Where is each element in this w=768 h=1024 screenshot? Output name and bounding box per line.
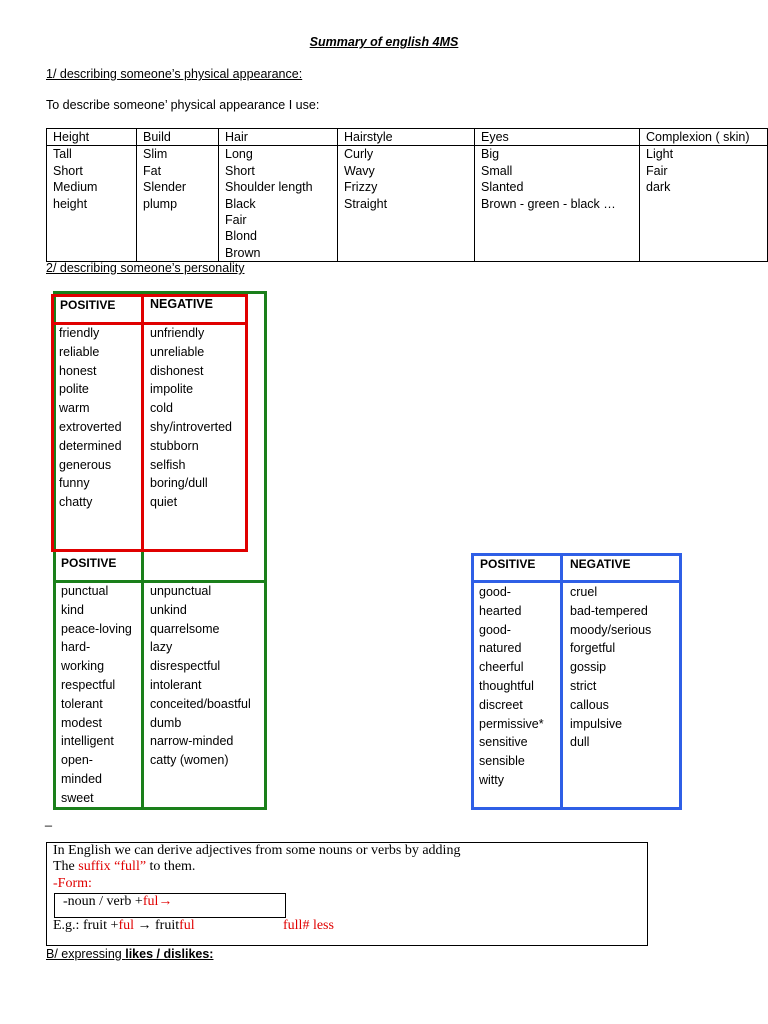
- table1-negative-header: NEGATIVE: [150, 297, 213, 311]
- suffix-line2-c: to them.: [146, 859, 196, 874]
- separator-dash: _: [45, 813, 52, 827]
- list-item: forgetful: [570, 641, 616, 656]
- list-item: good-: [479, 622, 511, 637]
- col-header-height: Height: [47, 129, 137, 146]
- list-item: quiet: [150, 495, 178, 510]
- list-item: catty (women): [150, 753, 229, 768]
- list-item: extroverted: [59, 419, 122, 434]
- cell-value: Tall: [53, 147, 72, 162]
- form-rule-b: ful→: [142, 894, 173, 909]
- list-item: sensible: [479, 754, 525, 769]
- cell-height: [47, 146, 137, 262]
- col-header-complexion: Complexion ( skin): [640, 129, 768, 146]
- cell-value: Fair: [225, 213, 247, 228]
- list-item: peace-loving: [61, 621, 132, 636]
- list-item: respectful: [61, 677, 116, 692]
- suffix-line2-a: The: [53, 859, 79, 874]
- table1-negative-list: [150, 324, 232, 512]
- red-column-divider: [141, 294, 144, 552]
- list-item: hearted: [479, 603, 522, 618]
- cell-value: Slanted: [481, 180, 524, 195]
- example-b: ful: [118, 918, 135, 933]
- list-item: intolerant: [150, 677, 202, 692]
- cell-value: Slim: [143, 147, 168, 162]
- cell-value: Slender: [143, 180, 187, 195]
- list-item: unpunctual: [150, 584, 212, 598]
- list-item: moody/serious: [570, 622, 652, 637]
- cell-value: Brown - green - black …: [481, 196, 616, 211]
- list-item: dumb: [150, 715, 182, 730]
- list-item: impulsive: [570, 716, 623, 731]
- list-item: unreliable: [150, 344, 205, 359]
- suffix-intro: In English we can derive adjectives from some nouns or verbs by adding: [53, 843, 461, 858]
- table3-positive-list: [479, 583, 544, 790]
- list-item: shy/introverted: [150, 419, 232, 434]
- section1-intro: To describe someone’ physical appearance I use:: [46, 98, 320, 112]
- list-item: lazy: [150, 640, 173, 655]
- list-item: cold: [150, 401, 173, 416]
- example-c: → fruit: [134, 918, 180, 933]
- col-header-build: Build: [137, 129, 219, 146]
- list-item: hard-: [61, 640, 91, 655]
- list-item: open-: [61, 753, 93, 768]
- cell-hairstyle: [338, 146, 475, 262]
- list-item: determined: [59, 438, 122, 453]
- cell-value: Shoulder length: [225, 180, 313, 195]
- cell-value: Straight: [344, 196, 388, 211]
- cell-value: Light: [646, 147, 674, 162]
- list-item: intelligent: [61, 734, 114, 749]
- list-item: bad-tempered: [570, 603, 648, 618]
- list-item: discreet: [479, 697, 523, 712]
- list-item: funny: [59, 476, 90, 491]
- cell-value: dark: [646, 180, 671, 195]
- table2-negative-list: [150, 582, 251, 770]
- list-item: narrow-minded: [150, 734, 234, 749]
- example-d: ful: [179, 918, 195, 933]
- list-item: kind: [61, 602, 84, 617]
- list-item: witty: [479, 772, 504, 787]
- list-item: sweet: [61, 790, 94, 805]
- cell-value: Short: [53, 163, 83, 178]
- cell-value: Long: [225, 147, 253, 162]
- table1-positive-header: POSITIVE: [60, 298, 116, 312]
- sectionB-heading-a: B/ expressing: [46, 947, 126, 961]
- sectionB-heading: [46, 947, 213, 961]
- list-item: modest: [61, 715, 102, 730]
- suffix-line2-b: suffix “full”: [78, 859, 147, 874]
- list-item: quarrelsome: [150, 621, 220, 636]
- example-line: [53, 918, 195, 934]
- sectionB-heading-b: likes / dislikes:: [125, 947, 214, 961]
- cell-value: Blond: [225, 229, 257, 244]
- list-item: punctual: [61, 584, 109, 598]
- table2-positive-list: [61, 582, 132, 808]
- list-item: selfish: [150, 457, 186, 472]
- list-item: dull: [570, 735, 590, 750]
- list-item: thoughtful: [479, 678, 534, 693]
- cell-value: Wavy: [344, 163, 375, 178]
- cell-eyes: [475, 146, 640, 262]
- list-item: strict: [570, 678, 597, 693]
- cell-value: Medium: [53, 180, 98, 195]
- list-item: chatty: [59, 495, 93, 510]
- list-item: permissive*: [479, 716, 544, 731]
- list-item: reliable: [59, 344, 100, 359]
- cell-value: plump: [143, 196, 178, 211]
- list-item: stubborn: [150, 438, 199, 453]
- list-item: boring/dull: [150, 476, 208, 491]
- table3-positive-header: POSITIVE: [480, 557, 536, 571]
- cell-value: Frizzy: [344, 180, 378, 195]
- col-header-hairstyle: Hairstyle: [338, 129, 475, 146]
- list-item: minded: [61, 771, 102, 786]
- list-item: natured: [479, 641, 522, 656]
- example-a: E.g.: fruit +: [53, 918, 119, 933]
- list-item: cruel: [570, 585, 598, 599]
- list-item: polite: [59, 382, 89, 397]
- list-item: gossip: [570, 660, 607, 675]
- blue-column-divider: [560, 553, 563, 810]
- cell-value: Small: [481, 163, 513, 178]
- section1-heading: 1/ describing someone’s physical appearance:: [46, 67, 303, 81]
- cell-value: Fat: [143, 163, 162, 178]
- list-item: conceited/boastful: [150, 696, 251, 711]
- list-item: working: [61, 659, 105, 674]
- col-header-hair: Hair: [219, 129, 338, 146]
- physical-appearance-table: [46, 128, 768, 262]
- list-item: unkind: [150, 602, 187, 617]
- cell-complexion: [640, 146, 768, 262]
- list-item: generous: [59, 457, 112, 472]
- list-item: impolite: [150, 382, 194, 397]
- table3-negative-header: NEGATIVE: [570, 557, 631, 571]
- cell-value: height: [53, 196, 88, 211]
- table1-positive-list: [59, 324, 122, 512]
- table2-positive-header: POSITIVE: [61, 556, 117, 570]
- list-item: good-: [479, 585, 511, 599]
- table3-negative-list: [570, 583, 651, 752]
- form-rule: [63, 894, 172, 910]
- section2-heading: 2/ describing someone’s personality: [46, 261, 245, 275]
- cell-value: Black: [225, 196, 256, 211]
- list-item: cheerful: [479, 660, 524, 675]
- cell-value: Fair: [646, 163, 668, 178]
- list-item: sensitive: [479, 735, 528, 750]
- list-item: unfriendly: [150, 326, 205, 340]
- form-rule-a: -noun / verb +: [63, 894, 143, 909]
- cell-hair: [219, 146, 338, 262]
- document-title: Summary of english 4MS: [309, 35, 459, 49]
- list-item: tolerant: [61, 696, 103, 711]
- form-label: -Form:: [53, 876, 92, 891]
- cell-value: Curly: [344, 147, 374, 162]
- list-item: friendly: [59, 326, 100, 340]
- col-header-eyes: Eyes: [475, 129, 640, 146]
- cell-value: Brown: [225, 245, 261, 260]
- list-item: dishonest: [150, 363, 204, 378]
- cell-build: [137, 146, 219, 262]
- suffix-line2: [53, 859, 195, 875]
- list-item: honest: [59, 363, 97, 378]
- cell-value: Short: [225, 163, 255, 178]
- cell-value: Big: [481, 147, 500, 162]
- list-item: callous: [570, 697, 609, 712]
- full-less-note: full# less: [283, 918, 334, 933]
- list-item: warm: [59, 401, 90, 416]
- list-item: disrespectful: [150, 659, 221, 674]
